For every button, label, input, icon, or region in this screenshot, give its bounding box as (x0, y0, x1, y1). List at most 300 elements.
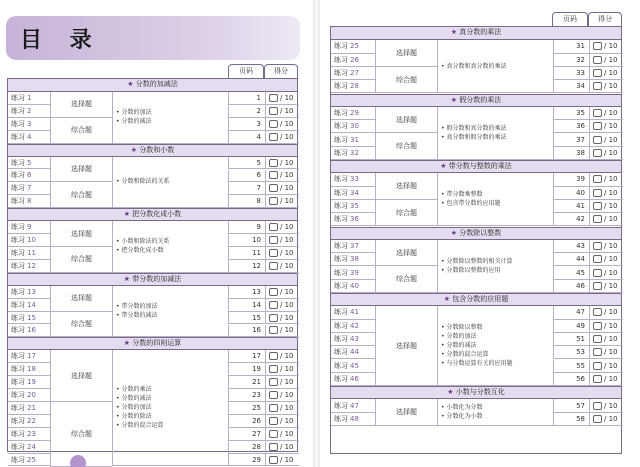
score-total: / 10 (280, 184, 294, 193)
exercise-label (8, 454, 50, 467)
exercise-number: 28 (350, 82, 359, 91)
score-cell (265, 299, 299, 312)
exercise-label (331, 187, 375, 200)
section-header (331, 27, 621, 40)
score-total: / 10 (604, 321, 618, 330)
exercise-label (331, 213, 375, 226)
exercise-number: 22 (27, 416, 36, 425)
topic-item: • 分数化为小数 (441, 413, 483, 421)
section-header (331, 386, 621, 399)
score-total: / 10 (280, 378, 294, 387)
score-total: / 10 (280, 106, 294, 115)
score-checkbox[interactable] (269, 171, 278, 179)
page-number: 53 (553, 346, 589, 359)
exercise-label (8, 299, 50, 312)
score-cell (589, 413, 623, 426)
score-checkbox[interactable] (593, 322, 602, 330)
score-total: / 10 (280, 236, 294, 245)
exercise-number: 24 (27, 442, 36, 451)
question-type: 综合题 (50, 118, 112, 144)
exercise-prefix: 练习 (11, 93, 25, 102)
score-total: / 10 (280, 326, 294, 335)
score-total: / 10 (604, 175, 618, 184)
topic-item: • 带分数乘整数 (441, 191, 483, 199)
topic-item: • 分数的减法 (116, 395, 152, 403)
score-column-header-right: 得分 (588, 12, 622, 26)
topic-item: • 分数的乘法 (116, 386, 152, 394)
exercise-label (8, 389, 50, 402)
page-number: 1 (228, 92, 265, 105)
exercise-prefix: 练习 (334, 108, 348, 117)
exercise-prefix: 练习 (334, 401, 348, 410)
section-title: 带分数的加减法 (132, 274, 182, 283)
score-checkbox[interactable] (269, 133, 278, 141)
page-number: 25 (228, 402, 265, 415)
score-checkbox[interactable] (593, 308, 602, 316)
topic-list (437, 306, 553, 386)
page-number: 8 (228, 195, 265, 208)
score-checkbox[interactable] (269, 352, 278, 360)
score-total: / 10 (604, 335, 618, 344)
score-checkbox[interactable] (269, 417, 278, 425)
score-cell (265, 441, 299, 454)
score-cell (265, 195, 299, 208)
score-checkbox[interactable] (593, 348, 602, 356)
exercise-label (331, 133, 375, 146)
score-total: / 10 (604, 108, 618, 117)
page-number: 2 (228, 105, 265, 118)
star-icon: ★ (447, 388, 456, 397)
page-column-header: 页码 (228, 64, 264, 78)
section-header (331, 160, 621, 173)
score-checkbox[interactable] (269, 378, 278, 386)
exercise-label (331, 107, 375, 120)
exercise-label (331, 333, 375, 346)
score-checkbox[interactable] (269, 262, 278, 270)
score-total: / 10 (280, 287, 294, 296)
score-checkbox[interactable] (593, 136, 602, 144)
exercise-label (331, 147, 375, 160)
score-total: / 10 (280, 223, 294, 232)
star-icon: ★ (450, 28, 460, 36)
page-number: 35 (553, 107, 589, 120)
page-number: 36 (553, 120, 589, 133)
exercise-label (8, 118, 50, 131)
exercise-number: 29 (350, 108, 359, 117)
score-checkbox[interactable] (269, 107, 278, 115)
score-checkbox[interactable] (593, 175, 602, 183)
exercise-number: 4 (27, 132, 32, 141)
score-total: / 10 (280, 158, 294, 167)
page-number: 29 (228, 454, 265, 467)
score-checkbox[interactable] (593, 189, 602, 197)
page-number: 47 (553, 306, 589, 319)
score-checkbox[interactable] (269, 443, 278, 451)
exercise-label (331, 120, 375, 133)
score-checkbox[interactable] (269, 159, 278, 167)
page-number: 32 (553, 54, 589, 67)
score-checkbox[interactable] (593, 255, 602, 263)
score-total: / 10 (604, 374, 618, 383)
exercise-prefix: 练习 (334, 55, 348, 64)
exercise-number: 7 (27, 184, 32, 193)
question-type: 综合题 (50, 312, 112, 338)
exercise-number: 3 (27, 119, 32, 128)
exercise-prefix: 练习 (11, 352, 25, 361)
page-number: 9 (228, 221, 265, 234)
question-type: 选择题 (375, 173, 437, 200)
page-number: 41 (553, 200, 589, 213)
page-number: 11 (228, 247, 265, 260)
score-checkbox[interactable] (593, 242, 602, 250)
page-number: 17 (228, 350, 265, 363)
page-number: 21 (228, 376, 265, 389)
exercise-label (8, 247, 50, 260)
page-title: 目 录 (20, 28, 102, 53)
topic-item: • 把分数化成小数 (116, 247, 164, 255)
score-cell (265, 182, 299, 195)
exercise-label (331, 306, 375, 319)
exercise-prefix: 练习 (11, 391, 25, 400)
exercise-prefix: 练习 (334, 255, 348, 264)
page-number: 37 (553, 133, 589, 146)
section-title: 分数和小数 (139, 145, 175, 154)
score-cell (265, 131, 299, 144)
topic-item: • 小数和除法的关系 (116, 238, 170, 246)
exercise-number: 33 (350, 175, 359, 184)
exercise-number: 31 (350, 135, 359, 144)
score-cell (589, 200, 623, 213)
exercise-prefix: 练习 (334, 374, 348, 383)
question-type: 选择题 (375, 40, 437, 67)
score-checkbox[interactable] (269, 120, 278, 128)
exercise-number: 6 (27, 171, 32, 180)
score-cell (589, 266, 623, 279)
page-number: 6 (228, 170, 265, 183)
exercise-label (8, 105, 50, 118)
exercise-prefix: 练习 (334, 175, 348, 184)
score-checkbox[interactable] (593, 402, 602, 410)
exercise-label (331, 54, 375, 67)
score-cell (589, 67, 623, 80)
topic-item: • 分数的混合运算 (116, 422, 164, 430)
exercise-number: 25 (350, 42, 359, 51)
topic-item: • 分数的加法 (116, 109, 152, 117)
score-total: / 10 (280, 248, 294, 257)
question-type: 选择题 (375, 399, 437, 426)
topic-list (437, 107, 553, 160)
exercise-label (331, 173, 375, 186)
score-checkbox[interactable] (593, 215, 602, 223)
page-number: 58 (553, 413, 589, 426)
exercise-label (8, 221, 50, 234)
score-cell (265, 428, 299, 441)
exercise-label (8, 131, 50, 144)
score-total: / 10 (604, 135, 618, 144)
score-checkbox[interactable] (593, 82, 602, 90)
question-type: 综合题 (50, 402, 112, 467)
topic-item: • 分数的减法 (116, 118, 152, 126)
page-number: 57 (553, 399, 589, 412)
topic-list (112, 221, 228, 273)
exercise-prefix: 练习 (11, 313, 25, 322)
exercise-number: 9 (27, 223, 32, 232)
page-number: 51 (553, 333, 589, 346)
score-cell (265, 454, 299, 467)
score-cell (265, 286, 299, 299)
exercise-prefix: 练习 (334, 122, 348, 131)
score-cell (265, 92, 299, 105)
section-header (8, 79, 297, 92)
score-cell (589, 173, 623, 186)
question-type: 选择题 (50, 221, 112, 247)
score-total: / 10 (280, 93, 294, 102)
score-checkbox[interactable] (269, 301, 278, 309)
score-checkbox[interactable] (593, 362, 602, 370)
topic-item: • 带分数的减法 (116, 312, 158, 320)
page-number: 3 (228, 118, 265, 131)
exercise-prefix: 练习 (11, 248, 25, 257)
exercise-prefix: 练习 (11, 429, 25, 438)
star-icon: ★ (130, 145, 140, 154)
page-number: 56 (553, 373, 589, 386)
score-total: / 10 (280, 119, 294, 128)
score-total: / 10 (280, 455, 294, 464)
exercise-prefix: 练习 (11, 132, 25, 141)
score-cell (589, 54, 623, 67)
exercise-number: 42 (350, 321, 359, 330)
score-total: / 10 (604, 414, 618, 423)
topic-list (112, 92, 228, 144)
topic-item: • 分数除以整数的应用 (441, 266, 501, 274)
exercise-label (8, 286, 50, 299)
exercise-label (8, 260, 50, 273)
score-cell (589, 280, 623, 293)
score-checkbox[interactable] (593, 149, 602, 157)
exercise-number: 38 (350, 255, 359, 264)
score-cell (589, 253, 623, 266)
exercise-number: 8 (27, 197, 32, 206)
topic-item: • 分数的加法 (441, 333, 477, 341)
page-number: 45 (553, 266, 589, 279)
score-checkbox[interactable] (269, 94, 278, 102)
score-checkbox[interactable] (593, 69, 602, 77)
topic-list (437, 173, 553, 226)
page-number: 12 (228, 260, 265, 273)
score-checkbox[interactable] (269, 314, 278, 322)
question-type: 选择题 (375, 240, 437, 267)
question-type: 综合题 (375, 67, 437, 94)
score-checkbox[interactable] (593, 202, 602, 210)
score-total: / 10 (604, 361, 618, 370)
score-total: / 10 (280, 261, 294, 270)
section-header (8, 273, 297, 286)
exercise-number: 14 (27, 300, 36, 309)
exercise-number: 47 (350, 401, 359, 410)
score-checkbox[interactable] (269, 288, 278, 296)
page-number: 14 (228, 299, 265, 312)
score-cell (589, 373, 623, 386)
question-type: 选择题 (50, 157, 112, 183)
score-cell (265, 376, 299, 389)
score-cell (265, 234, 299, 247)
exercise-label (8, 234, 50, 247)
score-checkbox[interactable] (269, 236, 278, 244)
section-header (8, 337, 297, 350)
score-cell (589, 80, 623, 93)
exercise-number: 32 (350, 148, 359, 157)
topic-item: • 分数除以整数 (441, 324, 483, 332)
exercise-label (331, 40, 375, 53)
score-checkbox[interactable] (269, 430, 278, 438)
score-checkbox[interactable] (269, 197, 278, 205)
exercise-prefix: 练习 (11, 416, 25, 425)
question-type: 综合题 (375, 266, 437, 293)
star-icon: ★ (450, 95, 460, 104)
exercise-label (331, 280, 375, 293)
exercise-prefix: 练习 (11, 171, 25, 180)
score-checkbox[interactable] (593, 122, 602, 130)
topic-item: • 假分数和真分数的乘法 (441, 124, 507, 132)
page-number: 26 (228, 415, 265, 428)
score-checkbox[interactable] (269, 326, 278, 334)
score-checkbox[interactable] (593, 335, 602, 343)
question-type: 选择题 (50, 92, 112, 118)
score-total: / 10 (280, 132, 294, 141)
score-cell (265, 247, 299, 260)
score-cell (589, 320, 623, 333)
score-total: / 10 (280, 352, 294, 361)
right-page (320, 0, 640, 467)
topic-item: • 包含带分数的应用题 (441, 200, 501, 208)
score-total: / 10 (604, 268, 618, 277)
score-cell (589, 147, 623, 160)
question-type: 选择题 (50, 286, 112, 312)
score-checkbox[interactable] (593, 42, 602, 50)
exercise-prefix: 练习 (334, 215, 348, 224)
exercise-prefix: 练习 (334, 241, 348, 250)
star-icon: ★ (443, 295, 453, 303)
score-checkbox[interactable] (269, 249, 278, 257)
topic-item: • 分数除以整数的相关计算 (441, 257, 513, 265)
exercise-number: 18 (27, 365, 36, 374)
exercise-prefix: 练习 (334, 188, 348, 197)
exercise-number: 37 (350, 241, 359, 250)
score-total: / 10 (280, 171, 294, 180)
exercise-prefix: 练习 (11, 378, 25, 387)
exercise-number: 45 (350, 361, 359, 370)
score-total: / 10 (280, 403, 294, 412)
exercise-number: 41 (350, 308, 359, 317)
score-total: / 10 (280, 300, 294, 309)
score-cell (589, 213, 623, 226)
exercise-number: 43 (350, 335, 359, 344)
exercise-label (8, 350, 50, 363)
question-type: 综合题 (50, 247, 112, 273)
score-checkbox[interactable] (593, 109, 602, 117)
score-checkbox[interactable] (269, 404, 278, 412)
exercise-number: 30 (350, 122, 359, 131)
score-checkbox[interactable] (269, 365, 278, 373)
score-cell (265, 170, 299, 183)
exercise-number: 12 (27, 261, 36, 270)
exercise-prefix: 练习 (11, 287, 25, 296)
topic-list (437, 399, 553, 426)
question-type: 综合题 (50, 182, 112, 208)
section-title: 真分数的乘法 (459, 28, 502, 36)
topic-item: • 分数的混合运算 (441, 351, 489, 359)
score-cell (589, 399, 623, 412)
section-title: 小数与分数互化 (455, 388, 505, 397)
score-checkbox[interactable] (593, 375, 602, 383)
exercise-number: 10 (27, 236, 36, 245)
topic-item: • 真分数和真分数的乘法 (441, 62, 507, 70)
exercise-prefix: 练习 (11, 236, 25, 245)
star-icon: ★ (440, 162, 449, 170)
page-number: 43 (553, 240, 589, 253)
section-title: 分数的加减法 (135, 80, 178, 88)
exercise-number: 13 (27, 287, 36, 296)
exercise-label (8, 402, 50, 415)
score-checkbox[interactable] (593, 282, 602, 290)
exercise-label (8, 170, 50, 183)
exercise-label (8, 157, 50, 170)
question-type: 选择题 (375, 107, 437, 134)
exercise-prefix: 练习 (11, 184, 25, 193)
score-checkbox[interactable] (269, 184, 278, 192)
page-number: 34 (553, 80, 589, 93)
score-total: / 10 (280, 313, 294, 322)
page-number: 5 (228, 157, 265, 170)
score-cell (265, 221, 299, 234)
score-checkbox[interactable] (593, 269, 602, 277)
exercise-prefix: 练习 (334, 281, 348, 290)
score-checkbox[interactable] (593, 56, 602, 64)
topic-item: • 分数的加法 (116, 404, 152, 412)
score-cell (589, 240, 623, 253)
exercise-label (331, 266, 375, 279)
exercise-number: 26 (350, 55, 359, 64)
question-type: 选择题 (375, 306, 437, 386)
score-checkbox[interactable] (269, 391, 278, 399)
exercise-label (8, 363, 50, 376)
page-number: 27 (228, 428, 265, 441)
score-checkbox[interactable] (269, 456, 278, 464)
exercise-number: 11 (27, 248, 36, 257)
exercise-number: 19 (27, 378, 36, 387)
score-total: / 10 (280, 442, 294, 451)
question-type: 综合题 (375, 133, 437, 160)
exercise-prefix: 练习 (334, 348, 348, 357)
question-type: 选择题 (50, 350, 112, 402)
exercise-label (331, 320, 375, 333)
page-number: 33 (553, 67, 589, 80)
page-column-header-right: 页码 (552, 12, 588, 26)
score-total: / 10 (604, 69, 618, 78)
exercise-label (8, 428, 50, 441)
score-total: / 10 (280, 197, 294, 206)
page-number: 46 (553, 280, 589, 293)
score-cell (589, 360, 623, 373)
exercise-number: 16 (27, 326, 36, 335)
page-number: 4 (228, 131, 265, 144)
score-checkbox[interactable] (269, 223, 278, 231)
exercise-prefix: 练习 (334, 69, 348, 78)
exercise-number: 5 (27, 158, 32, 167)
section-title: 分数除以整数 (459, 228, 502, 237)
score-checkbox[interactable] (593, 415, 602, 423)
score-cell (589, 40, 623, 53)
